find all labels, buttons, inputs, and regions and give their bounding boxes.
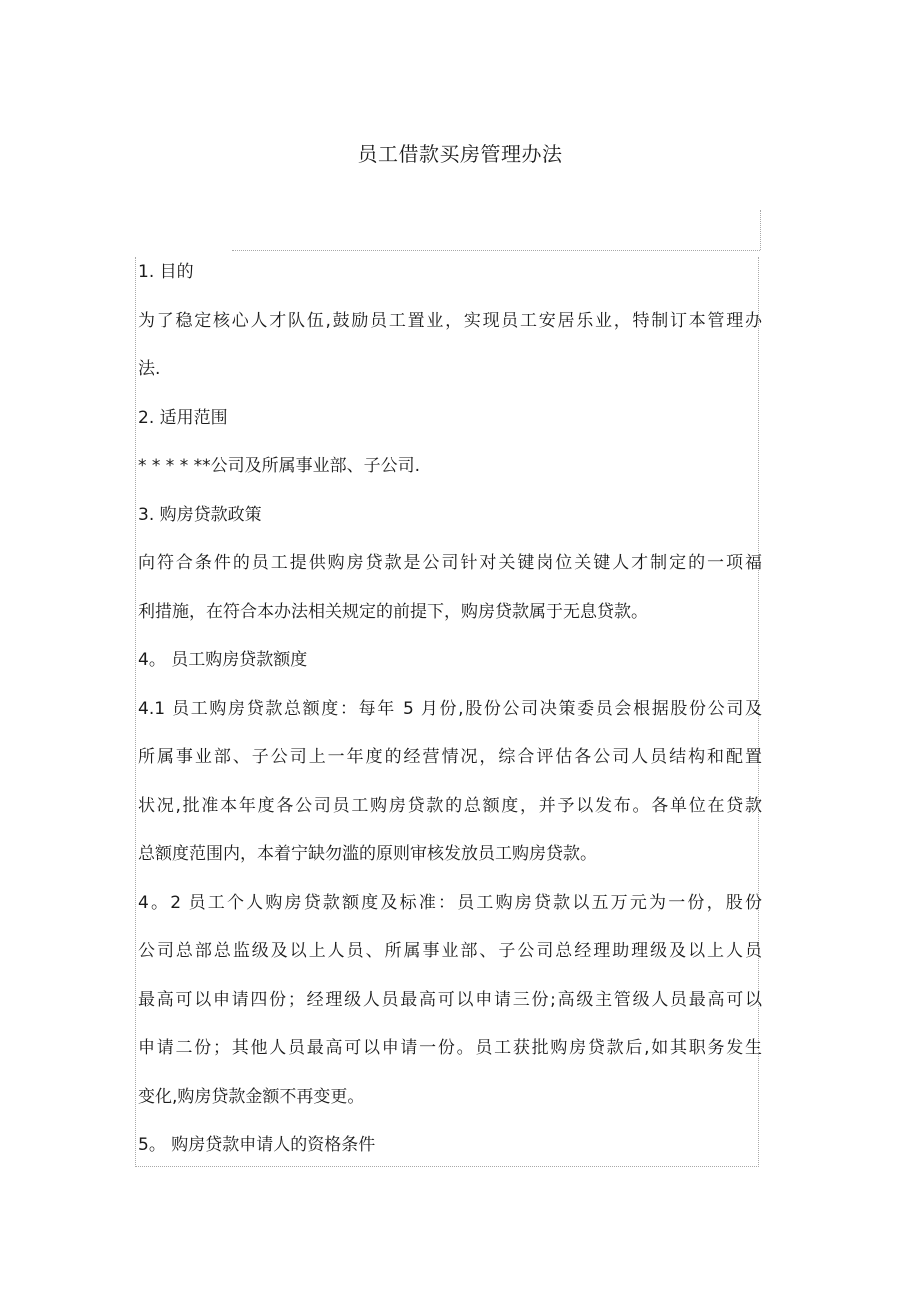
section-heading-amount: 4。 员工购房贷款额度 [138,650,308,670]
paragraph-line: 变化,购房贷款金额不再变更。 [138,1086,365,1107]
document-title: 员工借款买房管理办法 [357,142,563,166]
paragraph-line: 申请二份；其他人员最高可以申请一份。员工获批购房贷款后,如其职务发生 [138,1038,762,1058]
header-frame-side [760,210,761,250]
section-heading-purpose: 1. 目的 [138,262,194,282]
paragraph-line: 公司总部总监级及以上人员、所属事业部、子公司总经理助理级及以上人员 [138,941,762,961]
paragraph-line: 法. [138,359,161,379]
section-heading-eligibility: 5。 购房贷款申请人的资格条件 [138,1135,376,1155]
paragraph-line: 为了稳定核心人才队伍,鼓励员工置业，实现员工安居乐业，特制订本管理办 [138,310,762,331]
paragraph-line: 状况,批准本年度各公司员工购房贷款的总额度，并予以发布。各单位在贷款 [138,795,762,816]
paragraph-line: 总额度范围内，本着宁缺勿滥的原则审核发放员工购房贷款。 [138,844,597,864]
paragraph-line: 最高可以申请四份；经理级人员最高可以申请三份;高级主管级人员最高可以 [138,989,762,1010]
paragraph-line: * * * * **公司及所属事业部、子公司. [138,456,421,476]
paragraph-line: 4.1 员工购房贷款总额度：每年 5 月份,股份公司决策委员会根据股份公司及 [138,698,762,719]
section-heading-policy: 3. 购房贷款政策 [138,504,262,525]
paragraph-line: 所属事业部、子公司上一年度的经营情况，综合评估各公司人员结构和配置 [138,747,762,767]
paragraph-line: 4。2 员工个人购房贷款额度及标准：员工购房贷款以五万元为一份，股份 [138,892,762,913]
paragraph-line: 向符合条件的员工提供购房贷款是公司针对关键岗位关键人才制定的一项福 [138,553,762,573]
document-body [138,248,762,1170]
paragraph-line: 利措施，在符合本办法相关规定的前提下，购房贷款属于无息贷款。 [138,601,648,622]
section-heading-scope: 2. 适用范围 [138,407,228,428]
